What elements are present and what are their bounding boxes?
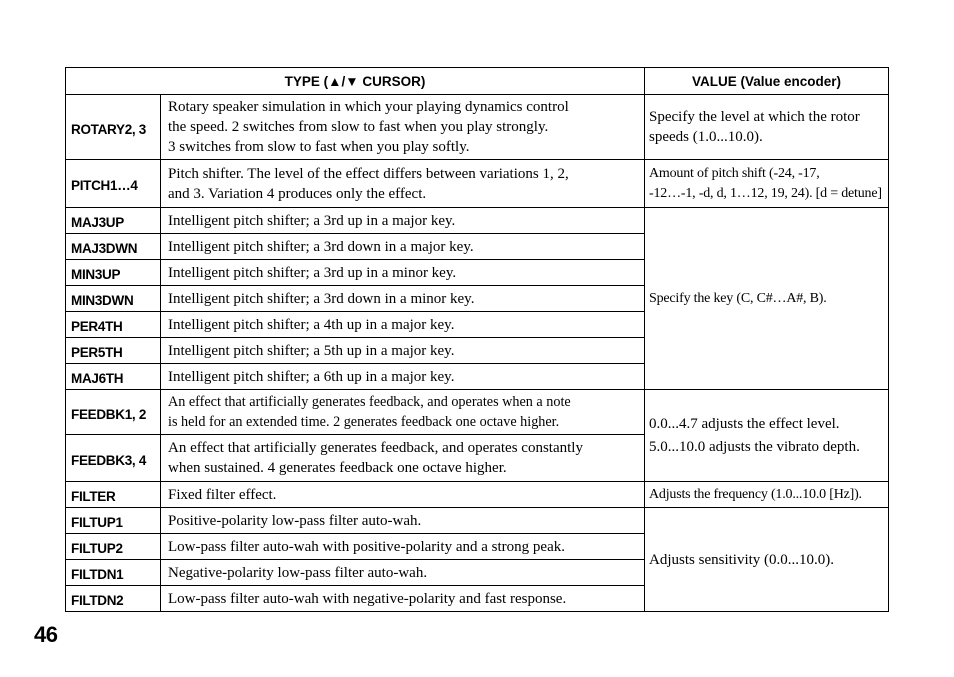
description-line: the speed. 2 switches from slow to fast when you play strongly. [168, 119, 549, 135]
description-cell: Fixed filter effect. [161, 482, 645, 508]
type-cell: FILTUP2 [66, 534, 161, 560]
description-cell [161, 435, 645, 482]
value-line: 0.0...4.7 adjusts the effect level. [649, 415, 840, 432]
type-cell: PITCH1…4 [66, 160, 161, 208]
type-cell: PER5TH [66, 338, 161, 364]
description-line: An effect that artificially generates feedback, and operates constantly [168, 440, 583, 456]
description-line: 3 switches from slow to fast when you play softly. [168, 139, 470, 155]
description-cell: Intelligent pitch shifter; a 5th up in a major key. [161, 338, 645, 364]
table-row [66, 160, 889, 208]
description-line: when sustained. 4 generates feedback one octave higher. [168, 460, 507, 476]
description-cell: Negative-polarity low-pass filter auto-wah. [161, 560, 645, 586]
description-cell: Low-pass filter auto-wah with positive-polarity and a strong peak. [161, 534, 645, 560]
type-cell: FEEDBK1, 2 [66, 390, 161, 435]
description-cell: Intelligent pitch shifter; a 3rd down in a minor key. [161, 286, 645, 312]
description-line: is held for an extended time. 2 generates feedback one octave higher. [168, 414, 560, 430]
type-cell: MAJ6TH [66, 364, 161, 390]
description-cell: Low-pass filter auto-wah with negative-polarity and fast response. [161, 586, 645, 612]
description-cell [161, 95, 645, 160]
description-line: Rotary speaker simulation in which your playing dynamics control [168, 99, 569, 115]
table-row [66, 208, 889, 234]
table-header-row [66, 68, 889, 95]
type-cell: MAJ3UP [66, 208, 161, 234]
description-cell [161, 390, 645, 435]
type-cell: ROTARY2, 3 [66, 95, 161, 160]
value-line: 5.0...10.0 adjusts the vibrato depth. [649, 438, 860, 455]
description-cell [161, 160, 645, 208]
description-line: Pitch shifter. The level of the effect differs between variations 1, 2, [168, 165, 569, 182]
value-cell-feedback [645, 390, 889, 482]
description-cell: Intelligent pitch shifter; a 4th up in a major key. [161, 312, 645, 338]
value-line: Specify the level at which the rotor [649, 109, 860, 125]
value-cell-sensitivity: Adjusts sensitivity (0.0...10.0). [645, 508, 889, 612]
type-column-header: TYPE (▲/▼ CURSOR) [66, 68, 645, 95]
type-cell: FILTER [66, 482, 161, 508]
description-cell: Intelligent pitch shifter; a 3rd up in a major key. [161, 208, 645, 234]
type-cell: FILTUP1 [66, 508, 161, 534]
description-line: An effect that artificially generates feedback, and operates when a note [168, 394, 571, 410]
description-cell: Intelligent pitch shifter; a 6th up in a major key. [161, 364, 645, 390]
effects-table [65, 67, 889, 612]
value-cell-rotary [645, 95, 889, 160]
type-cell: PER4TH [66, 312, 161, 338]
description-cell: Positive-polarity low-pass filter auto-wah. [161, 508, 645, 534]
description-cell: Intelligent pitch shifter; a 3rd up in a minor key. [161, 260, 645, 286]
type-cell: FILTDN2 [66, 586, 161, 612]
description-cell: Intelligent pitch shifter; a 3rd down in a major key. [161, 234, 645, 260]
table-row [66, 95, 889, 160]
type-cell: MAJ3DWN [66, 234, 161, 260]
table-row [66, 482, 889, 508]
type-cell: FILTDN1 [66, 560, 161, 586]
description-line: and 3. Variation 4 produces only the effect. [168, 185, 427, 202]
value-cell-key: Specify the key (C, C#…A#, B). [645, 208, 889, 390]
type-cell: FEEDBK3, 4 [66, 435, 161, 482]
type-cell: MIN3UP [66, 260, 161, 286]
value-column-header: VALUE (Value encoder) [645, 68, 889, 95]
value-cell-pitch [645, 160, 889, 208]
type-cell: MIN3DWN [66, 286, 161, 312]
value-cell-filter: Adjusts the frequency (1.0...10.0 [Hz]). [645, 482, 889, 508]
page-number: 46 [34, 622, 58, 647]
table-row [66, 508, 889, 534]
value-line: Amount of pitch shift (-24, -17, [649, 165, 820, 181]
value-line: speeds (1.0...10.0). [649, 129, 763, 145]
table-row [66, 390, 889, 435]
value-line: -12…-1, -d, d, 1…12, 19, 24). [d = detune] [649, 185, 882, 201]
